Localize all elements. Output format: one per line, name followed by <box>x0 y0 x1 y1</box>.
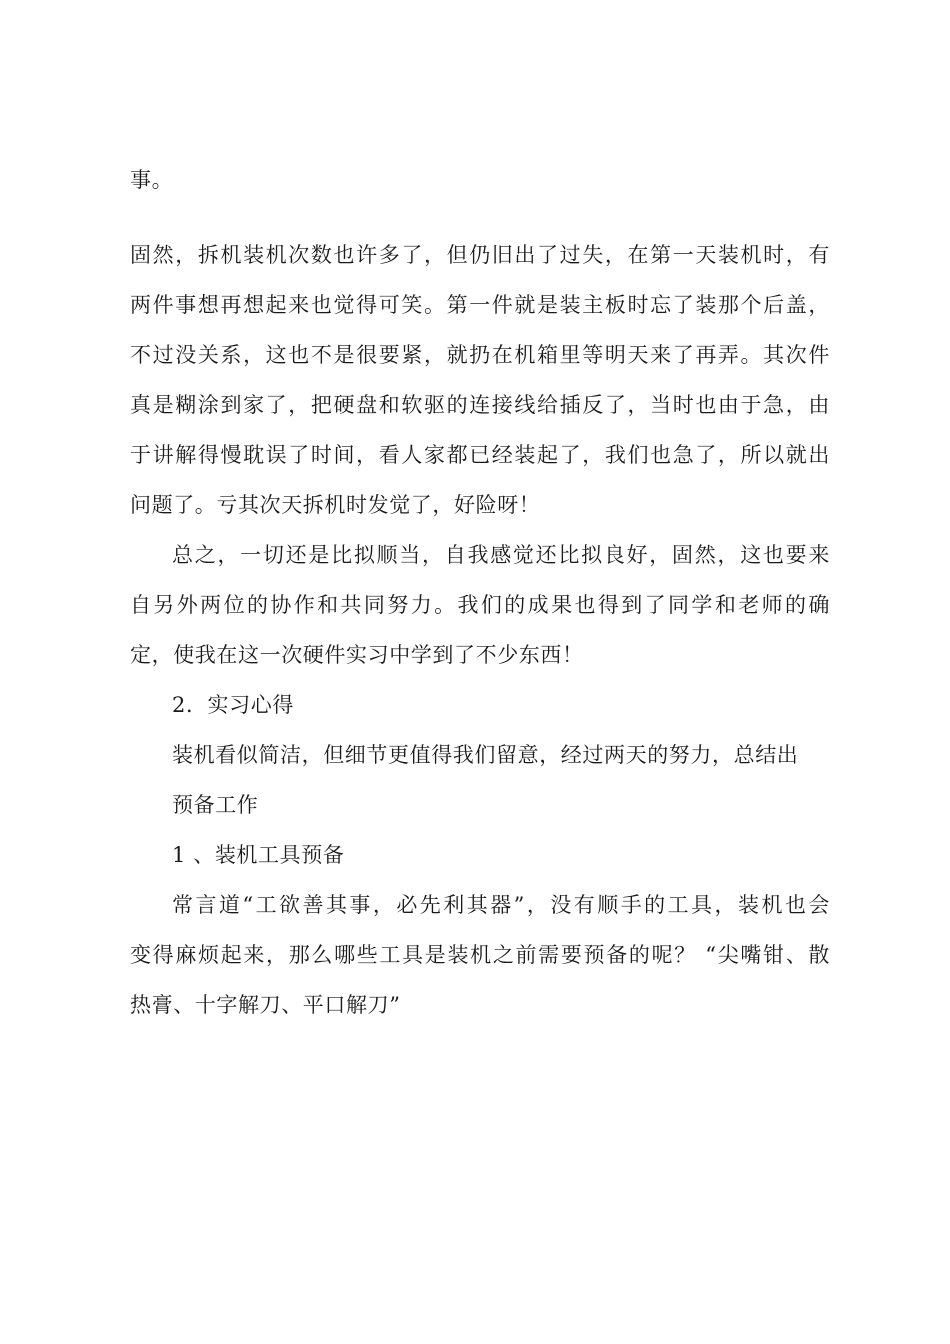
text-line-5: 真是糊涂到家了，把硬盘和软驱的连接线给插反了，当时也由于急，由 <box>130 393 830 417</box>
text-line-12: 装机看似简洁，但细节更值得我们留意，经过两天的努力，总结出 <box>172 743 799 767</box>
section-heading: 2．实习心得 <box>172 693 294 717</box>
text-line-10: 定，使我在这一次硬件实习中学到了不少东西！ <box>130 643 584 667</box>
text-line-3: 两件事想再想起来也觉得可笑。第一件就是装主板时忘了装那个后盖， <box>130 293 830 317</box>
text-line-6: 于讲解得慢耽误了时间，看人家都已经装起了，我们也急了，所以就出 <box>130 443 830 467</box>
text-line-17: 热膏、十字解刀、平口解刀” <box>130 993 401 1017</box>
text-line-4: 不过没关系，这也不是很要紧，就扔在机箱里等明天来了再弄。其次件 <box>130 343 830 367</box>
text-line-8: 总之，一切还是比拟顺当，自我感觉还比拟良好，固然，这也要来 <box>172 543 830 567</box>
text-line-16: 变得麻烦起来，那么哪些工具是装机之前需要预备的呢？ “尖嘴钳、散 <box>130 943 830 967</box>
text-line-7: 问题了。亏其次天拆机时发觉了，好险呀！ <box>130 493 541 517</box>
text-line-9: 自另外两位的协作和共同努力。我们的成果也得到了同学和老师的确 <box>130 593 830 617</box>
subsection-heading: 1 、装机工具预备 <box>172 843 345 867</box>
text-line-13: 预备工作 <box>172 793 259 817</box>
text-line-15: 常言道“工欲善其事，必先利其器”，没有顺手的工具，装机也会 <box>172 893 830 917</box>
text-line-1: 事。 <box>130 168 174 192</box>
text-line-2: 固然，拆机装机次数也许多了，但仍旧出了过失，在第一天装机时，有 <box>130 243 830 267</box>
